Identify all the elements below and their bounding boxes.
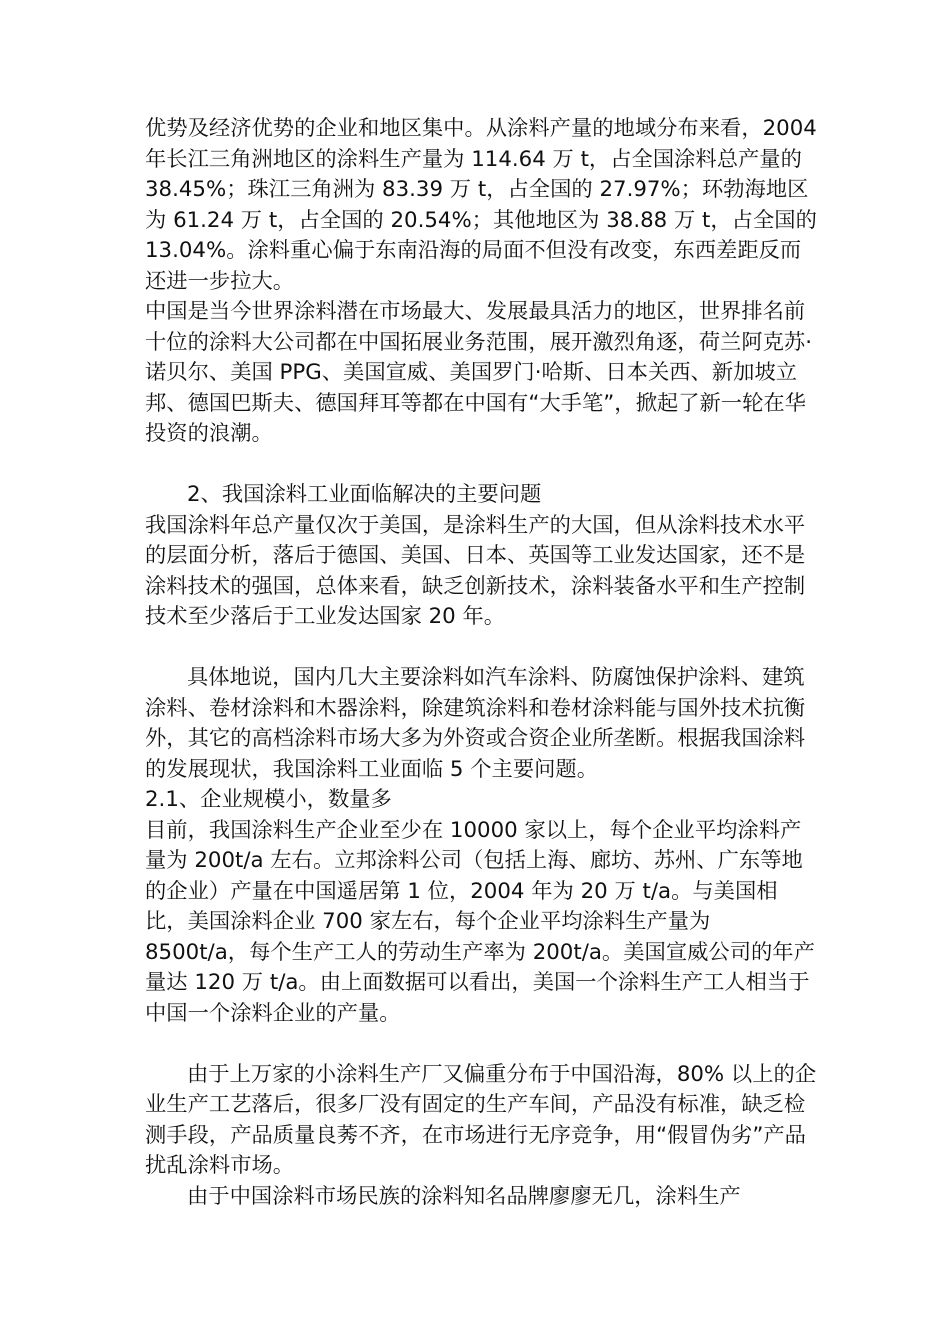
- section-heading-main-problems: 2、我国涂料工业面临解决的主要问题: [187, 482, 542, 507]
- paragraph-spacer: [145, 1029, 820, 1060]
- paragraph-spacer: [145, 633, 820, 664]
- subsection-heading-enterprise-scale: 2.1、企业规模小，数量多: [145, 787, 392, 812]
- paragraph-brands: 由于中国涂料市场民族的涂料知名品牌廖廖无几，涂料生产: [187, 1183, 741, 1209]
- document-body: [145, 114, 820, 1212]
- paragraph-foreign-investment: 中国是当今世界涂料潜在市场最大、发展最具活力的地区，世界排名前十位的涂料大公司都在中国拓展业务范围，展开激烈角逐，荷兰阿克苏·诺贝尔、美国 PPG、美国宣威、美国罗门·哈斯、日本关西、新加坡立邦、德国巴斯夫、德国拜耳等都在中国有“大手笔”，掀起了新一轮在华投资的浪潮。: [145, 299, 812, 446]
- paragraph-regional-distribution: 优势及经济优势的企业和地区集中。从涂料产量的地域分布来看，2004 年长江三角洲地区的涂料生产量为 114.64 万 t，占全国涂料总产量的 38.45%；珠江三角洲为 83.39 万 t，占全国的 27.97%；环勃海地区为 61.24 万 t，占全国的 20.54%；其他地区为 38.88 万 t，占全国的 13.04%。涂料重心偏于东南沿海的局面不但没有改变，东西差距反而还进一步拉大。: [145, 116, 817, 294]
- paragraph-spacer: [145, 450, 820, 481]
- paragraph-technology-gap: 我国涂料年总产量仅次于美国，是涂料生产的大国，但从涂料技术水平的层面分析，落后于德国、美国、日本、英国等工业发达国家，还不是涂料技术的强国，总体来看，缺乏创新技术，涂料装备水平和生产控制技术至少落后于工业发达国家 20 年。: [145, 512, 806, 629]
- paragraph-enterprise-output: 目前，我国涂料生产企业至少在 10000 家以上，每个企业平均涂料产量为 200t/a 左右。立邦涂料公司（包括上海、廊坊、苏州、广东等地的企业）产量在中国遥居第 1 位，2004 年为 20 万 t/a。与美国相比，美国涂料企业 700 家左右，每个企业平均涂料生产量为 8500t/a，每个生产工人的劳动生产率为 200t/a。美国宣威公司的年产量达 120 万 t/a。由上面数据可以看出，美国一个涂料生产工人相当于中国一个涂料企业的产量。: [145, 817, 815, 1026]
- paragraph-market-monopoly: 具体地说，国内几大主要涂料如汽车涂料、防腐蚀保护涂料、建筑涂料、卷材涂料和木器涂料，除建筑涂料和卷材涂料能与国外技术抗衡外，其它的高档涂料市场大多为外资或合资企业所垄断。根据我国涂料的发展现状，我国涂料工业面临 5 个主要问题。: [145, 665, 806, 782]
- paragraph-small-factories: 由于上万家的小涂料生产厂又偏重分布于中国沿海，80% 以上的企业生产工艺落后，很多厂没有固定的生产车间，产品没有标准，缺乏检测手段，产品质量良莠不齐，在市场进行无序竞争，用“假冒伪劣”产品扰乱涂料市场。: [145, 1061, 817, 1178]
